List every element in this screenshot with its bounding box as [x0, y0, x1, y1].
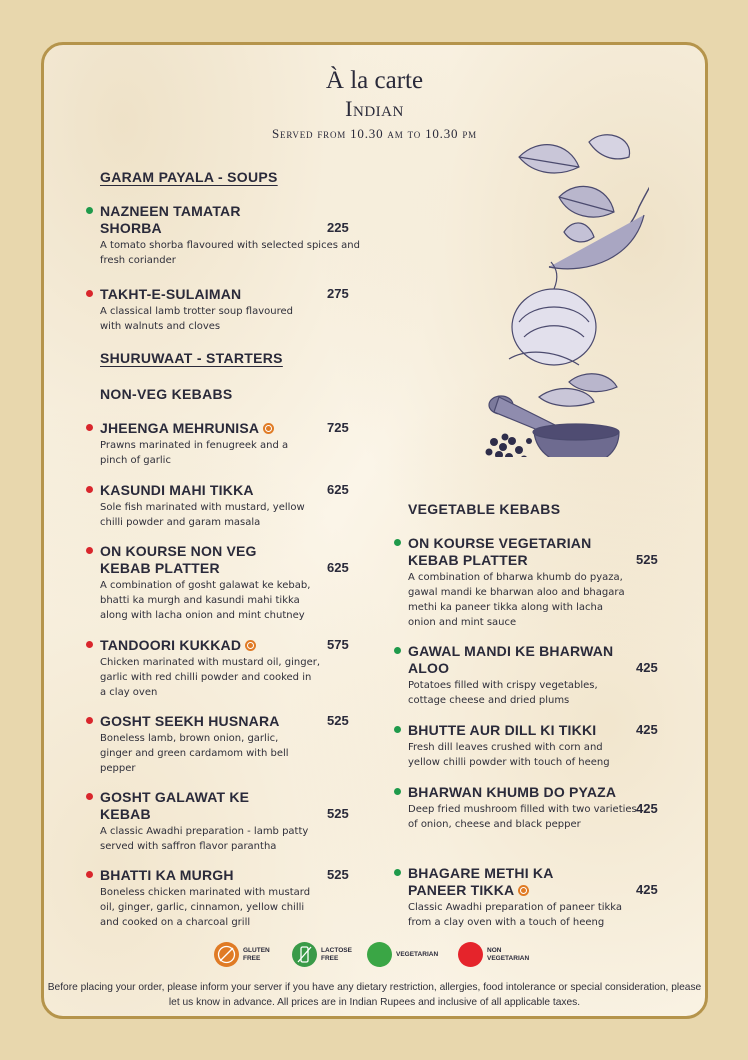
menu-title: À la carte — [325, 67, 424, 94]
menu-item — [408, 643, 670, 708]
menu-item — [100, 789, 360, 854]
item-price: 525 — [327, 867, 349, 882]
vegetarian-icon — [367, 942, 392, 967]
item-price: 525 — [327, 713, 349, 728]
item-description: Potatoes filled with crispy vegetables, cottage cheese and dried plums — [408, 680, 598, 706]
item-description: A classical lamb trotter soup flavoured with walnuts and cloves — [100, 306, 293, 332]
item-name: BHUTTE AUR DILL KI TIKKI — [408, 722, 597, 738]
item-price: 425 — [636, 801, 658, 816]
item-price: 525 — [636, 552, 658, 567]
item-name: BHAGARE METHI KA PANEER TIKKA — [408, 865, 554, 898]
legend-vegetarian — [367, 942, 438, 967]
gluten-free-icon — [263, 423, 274, 434]
nonveg-indicator — [86, 641, 93, 648]
spices-illustration — [439, 97, 649, 457]
legend-gluten-free — [214, 942, 270, 967]
item-name: TAKHT-E-SULAIMAN — [100, 286, 242, 302]
menu-item — [100, 482, 360, 530]
legend-lactose-free — [292, 942, 352, 967]
menu-item — [408, 535, 670, 630]
item-name: TANDOORI KUKKAD — [100, 637, 242, 653]
item-name: GOSHT SEEKH HUSNARA — [100, 713, 280, 729]
item-name: GOSHT GALAWAT KE KEBAB — [100, 789, 250, 822]
menu-subtitle: Indian — [345, 96, 404, 121]
legend-label: LACTOSE FREE — [321, 946, 352, 962]
menu-item — [100, 867, 360, 930]
menu-item — [408, 865, 670, 930]
nonveg-indicator — [86, 290, 93, 297]
item-name: KASUNDI MAHI TIKKA — [100, 482, 254, 498]
legend-label: GLUTEN FREE — [243, 946, 270, 962]
item-description: Chicken marinated with mustard oil, ginger, garlic with red chilli powder and cooked in a clay oven — [100, 657, 321, 698]
item-price: 625 — [327, 482, 349, 497]
veg-indicator — [394, 869, 401, 876]
veg-indicator — [86, 207, 93, 214]
serving-hours: Served from 10.30 am to 10.30 pm — [272, 126, 477, 141]
item-description: Sole fish marinated with mustard, yellow chilli powder and garam masala — [100, 502, 305, 528]
item-description: Deep fried mushroom filled with two varieties of onion, cheese and black pepper — [408, 804, 637, 830]
legend-label: NON VEGETARIAN — [487, 946, 530, 962]
veg-indicator — [394, 726, 401, 733]
item-description: Boneless chicken marinated with mustard oil, ginger, garlic, cinnamon, yellow chilli and cooked on a charcoal grill — [100, 887, 311, 928]
section-nonveg-kebabs: NON-VEG KEBABS — [100, 386, 233, 402]
item-name: NAZNEEN TAMATAR SHORBA — [100, 203, 241, 236]
item-name: BHARWAN KHUMB DO PYAZA — [408, 784, 617, 800]
item-description: Prawns marinated in fenugreek and a pinch of garlic — [100, 440, 289, 466]
section-soups: GARAM PAYALA - SOUPS — [100, 169, 278, 185]
menu-item — [100, 543, 360, 623]
section-starters: SHURUWAAT - STARTERS — [100, 350, 283, 366]
veg-indicator — [394, 539, 401, 546]
menu-item — [100, 637, 360, 700]
item-name: ON KOURSE VEGETARIAN KEBAB PLATTER — [408, 535, 592, 568]
menu-item — [408, 784, 670, 832]
item-description: Boneless lamb, brown onion, garlic, ginger and green cardamom with bell pepper — [100, 733, 289, 774]
menu-item — [100, 420, 360, 468]
item-description: A tomato shorba flavoured with selected spices and fresh coriander — [100, 240, 360, 266]
section-veg-kebabs: VEGETABLE KEBABS — [408, 501, 561, 517]
gluten-free-icon — [518, 885, 529, 896]
menu-item — [100, 713, 360, 776]
item-price: 275 — [327, 286, 349, 301]
legend-non-vegetarian — [458, 942, 529, 967]
non-vegetarian-icon — [458, 942, 483, 967]
nonveg-indicator — [86, 424, 93, 431]
menu-card — [41, 42, 708, 1019]
item-price: 525 — [327, 806, 349, 821]
item-name: BHATTI KA MURGH — [100, 867, 234, 883]
item-price: 575 — [327, 637, 349, 652]
veg-indicator — [394, 647, 401, 654]
item-description: Classic Awadhi preparation of paneer tikka from a clay oven with a touch of heeng — [408, 902, 623, 928]
nonveg-indicator — [86, 717, 93, 724]
lactose-free-icon — [292, 942, 317, 967]
item-description: Fresh dill leaves crushed with corn and yellow chilli powder with touch of heeng — [408, 742, 610, 768]
nonveg-indicator — [86, 871, 93, 878]
legend-label: VEGETARIAN — [396, 950, 439, 958]
item-description: A classic Awadhi preparation - lamb patty served with saffron flavor parantha — [100, 826, 309, 852]
menu-item — [100, 286, 360, 334]
item-price: 625 — [327, 560, 349, 575]
nonveg-indicator — [86, 486, 93, 493]
item-price: 425 — [636, 722, 658, 737]
item-price: 225 — [327, 220, 349, 235]
nonveg-indicator — [86, 793, 93, 800]
gluten-free-icon — [245, 640, 256, 651]
item-price: 425 — [636, 882, 658, 897]
item-name: JHEENGA MEHRUNISA — [100, 420, 260, 436]
item-description: A combination of gosht galawat ke kebab, bhatti ka murgh and kasundi mahi tikka along with lacha onion and mint chutney — [100, 580, 311, 621]
item-price: 425 — [636, 660, 658, 675]
item-price: 725 — [327, 420, 349, 435]
veg-indicator — [394, 788, 401, 795]
menu-item — [408, 722, 670, 770]
footer-note: Before placing your order, please inform your server if you have any dietary restriction, allergies, food intolerance or special consideration, please let us know in advance. All prices are in Indian Rupees and inclusive of all applicable taxes. — [47, 982, 702, 1008]
item-name: ON KOURSE NON VEG KEBAB PLATTER — [100, 543, 257, 576]
dietary-legend — [44, 942, 705, 972]
gluten-free-icon — [214, 942, 239, 967]
nonveg-indicator — [86, 547, 93, 554]
menu-item — [100, 203, 360, 268]
item-name: GAWAL MANDI KE BHARWAN ALOO — [408, 643, 614, 676]
item-description: A combination of bharwa khumb do pyaza, gawal mandi ke bharwan aloo and bhagara methi ka paneer tikka along with lacha onion and mint sauce — [408, 572, 625, 628]
